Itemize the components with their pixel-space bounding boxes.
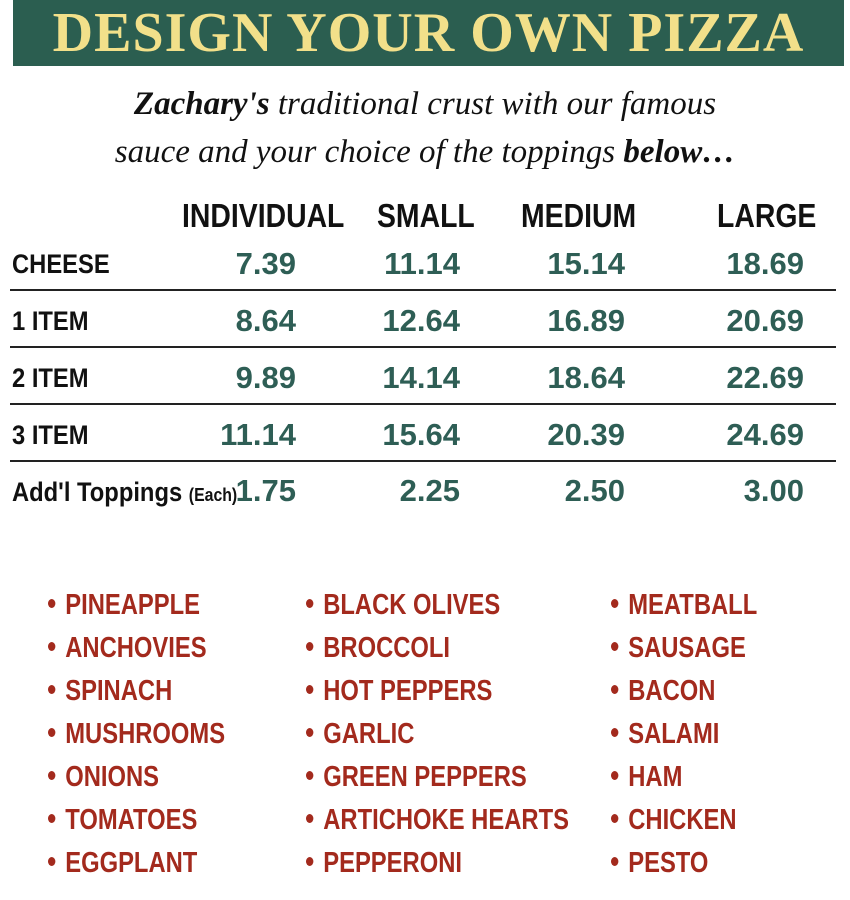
title-banner xyxy=(13,0,844,66)
tagline-line-2 xyxy=(0,134,850,171)
additional-toppings-label: Add'l Toppings xyxy=(12,477,183,507)
tagline-below: below… xyxy=(623,134,736,170)
bullet-icon xyxy=(306,599,313,608)
page-title: DESIGN YOUR OWN PIZZA xyxy=(52,2,805,64)
price-3-item-large: 24.69 xyxy=(726,417,804,452)
topping-item: BACON xyxy=(611,673,715,709)
row-label-cheese: CHEESE xyxy=(12,249,110,279)
price-topping-medium: 2.50 xyxy=(564,473,625,508)
bullet-icon xyxy=(306,728,313,737)
price-cheese-large: 18.69 xyxy=(726,246,804,281)
tagline-text-2: sauce and your choice of the toppings xyxy=(114,134,624,170)
price-cheese-small: 11.14 xyxy=(384,246,460,281)
topping-item: TOMATOES xyxy=(48,802,197,838)
topping-item: PESTO xyxy=(611,845,708,881)
topping-item: BROCCOLI xyxy=(306,630,450,666)
price-1-item-large: 20.69 xyxy=(726,303,804,338)
topping-item: GREEN PEPPERS xyxy=(306,759,527,795)
row-divider xyxy=(10,403,836,405)
size-header-medium: MEDIUM xyxy=(521,197,637,234)
price-2-item-medium: 18.64 xyxy=(547,360,625,395)
topping-item: ANCHOVIES xyxy=(48,630,207,666)
price-1-item-small: 12.64 xyxy=(382,303,460,338)
topping-item: CHICKEN xyxy=(611,802,737,838)
price-3-item-medium: 20.39 xyxy=(547,417,625,452)
bullet-icon xyxy=(48,728,55,737)
row-divider xyxy=(10,460,836,462)
additional-toppings-note: (Each) xyxy=(188,485,238,505)
bullet-icon xyxy=(611,857,618,866)
bullet-icon xyxy=(306,814,313,823)
tagline-line-1 xyxy=(0,86,850,123)
bullet-icon xyxy=(48,857,55,866)
size-header-individual: INDIVIDUAL xyxy=(182,197,345,234)
bullet-icon xyxy=(48,685,55,694)
price-2-item-small: 14.14 xyxy=(382,360,460,395)
price-cheese-medium: 15.14 xyxy=(547,246,625,281)
topping-item: HOT PEPPERS xyxy=(306,673,492,709)
bullet-icon xyxy=(306,685,313,694)
row-divider xyxy=(10,346,836,348)
tagline-text-1: traditional crust with our famous xyxy=(269,86,717,122)
price-3-item-individual: 11.14 xyxy=(220,417,296,452)
bullet-icon xyxy=(611,728,618,737)
row-label-2-item: 2 ITEM xyxy=(12,363,89,393)
topping-item: ONIONS xyxy=(48,759,159,795)
topping-item: SAUSAGE xyxy=(611,630,746,666)
bullet-icon xyxy=(48,771,55,780)
size-header-small: SMALL xyxy=(377,197,475,234)
bullet-icon xyxy=(48,599,55,608)
bullet-icon xyxy=(611,771,618,780)
bullet-icon xyxy=(48,814,55,823)
tagline-brand: Zachary's xyxy=(133,86,270,122)
topping-item: HAM xyxy=(611,759,682,795)
price-cheese-individual: 7.39 xyxy=(235,246,296,281)
price-3-item-small: 15.64 xyxy=(382,417,460,452)
bullet-icon xyxy=(611,685,618,694)
topping-item: SALAMI xyxy=(611,716,719,752)
price-2-item-individual: 9.89 xyxy=(235,360,296,395)
price-1-item-individual: 8.64 xyxy=(235,303,296,338)
price-topping-large: 3.00 xyxy=(743,473,804,508)
price-topping-individual: 1.75 xyxy=(235,473,296,508)
bullet-icon xyxy=(48,642,55,651)
bullet-icon xyxy=(611,599,618,608)
topping-item: GARLIC xyxy=(306,716,414,752)
price-topping-small: 2.25 xyxy=(399,473,460,508)
price-2-item-large: 22.69 xyxy=(726,360,804,395)
bullet-icon xyxy=(611,814,618,823)
row-divider xyxy=(10,289,836,291)
bullet-icon xyxy=(306,642,313,651)
topping-item: PEPPERONI xyxy=(306,845,462,881)
topping-item: ARTICHOKE HEARTS xyxy=(306,802,569,838)
bullet-icon xyxy=(306,857,313,866)
topping-item: PINEAPPLE xyxy=(48,587,200,623)
topping-item: MEATBALL xyxy=(611,587,757,623)
row-label-3-item: 3 ITEM xyxy=(12,420,89,450)
topping-item: SPINACH xyxy=(48,673,172,709)
price-1-item-medium: 16.89 xyxy=(547,303,625,338)
size-header-large: LARGE xyxy=(717,197,817,234)
topping-item: MUSHROOMS xyxy=(48,716,225,752)
bullet-icon xyxy=(611,642,618,651)
row-label-1-item: 1 ITEM xyxy=(12,306,89,336)
topping-item: BLACK OLIVES xyxy=(306,587,500,623)
bullet-icon xyxy=(306,771,313,780)
topping-item: EGGPLANT xyxy=(48,845,197,881)
